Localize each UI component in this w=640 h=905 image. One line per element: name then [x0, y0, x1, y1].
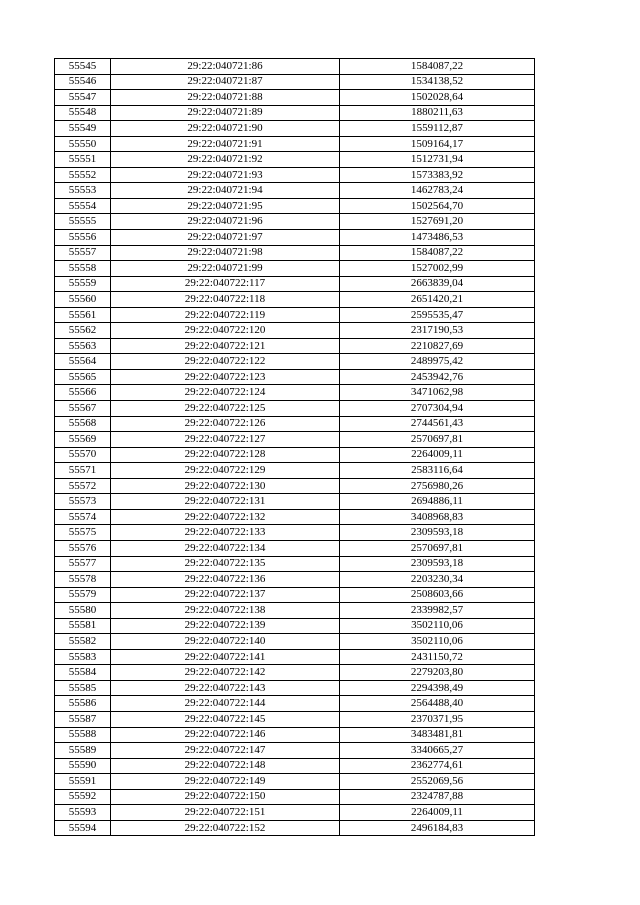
cadastral-value-cell: 2583116,64 — [340, 463, 535, 479]
row-number-cell: 55571 — [55, 463, 111, 479]
cadastral-value-cell: 2370371,95 — [340, 711, 535, 727]
cadastral-number-cell: 29:22:040721:87 — [111, 74, 340, 90]
cadastral-number-cell: 29:22:040722:151 — [111, 805, 340, 821]
table-row — [55, 230, 535, 246]
table-row — [55, 354, 535, 370]
cadastral-value-cell: 2651420,21 — [340, 292, 535, 308]
cadastral-value-cell: 1527002,99 — [340, 261, 535, 277]
row-number-cell: 55558 — [55, 261, 111, 277]
row-number-cell: 55554 — [55, 198, 111, 214]
table-row — [55, 136, 535, 152]
row-number-cell: 55594 — [55, 820, 111, 836]
row-number-cell: 55581 — [55, 618, 111, 634]
table-row — [55, 494, 535, 510]
cadastral-value-cell: 2431150,72 — [340, 649, 535, 665]
cadastral-number-cell: 29:22:040722:124 — [111, 385, 340, 401]
row-number-cell: 55577 — [55, 556, 111, 572]
cadastral-number-cell: 29:22:040722:119 — [111, 307, 340, 323]
table-row — [55, 447, 535, 463]
row-number-cell: 55549 — [55, 121, 111, 137]
table-row — [55, 634, 535, 650]
cadastral-value-cell: 2317190,53 — [340, 323, 535, 339]
cadastral-value-cell: 2694886,11 — [340, 494, 535, 510]
cadastral-value-cell: 1527691,20 — [340, 214, 535, 230]
row-number-cell: 55563 — [55, 338, 111, 354]
cadastral-number-cell: 29:22:040721:86 — [111, 59, 340, 75]
cadastral-number-cell: 29:22:040722:127 — [111, 432, 340, 448]
row-number-cell: 55587 — [55, 711, 111, 727]
table-row — [55, 525, 535, 541]
row-number-cell: 55570 — [55, 447, 111, 463]
row-number-cell: 55591 — [55, 774, 111, 790]
cadastral-number-cell: 29:22:040722:145 — [111, 711, 340, 727]
cadastral-number-cell: 29:22:040722:146 — [111, 727, 340, 743]
cadastral-number-cell: 29:22:040722:140 — [111, 634, 340, 650]
cadastral-number-cell: 29:22:040722:138 — [111, 603, 340, 619]
row-number-cell: 55565 — [55, 369, 111, 385]
row-number-cell: 55578 — [55, 572, 111, 588]
row-number-cell: 55573 — [55, 494, 111, 510]
table-row — [55, 478, 535, 494]
cadastral-value-cell: 2264009,11 — [340, 447, 535, 463]
cadastral-value-cell: 2453942,76 — [340, 369, 535, 385]
table-row — [55, 540, 535, 556]
cadastral-number-cell: 29:22:040721:89 — [111, 105, 340, 121]
table-row — [55, 183, 535, 199]
table-row — [55, 292, 535, 308]
cadastral-value-cell: 2309593,18 — [340, 556, 535, 572]
cadastral-number-cell: 29:22:040721:95 — [111, 198, 340, 214]
cadastral-value-cell: 2496184,83 — [340, 820, 535, 836]
table-row — [55, 509, 535, 525]
row-number-cell: 55561 — [55, 307, 111, 323]
row-number-cell: 55559 — [55, 276, 111, 292]
table-row — [55, 369, 535, 385]
row-number-cell: 55553 — [55, 183, 111, 199]
table-row — [55, 214, 535, 230]
cadastral-number-cell: 29:22:040722:131 — [111, 494, 340, 510]
table-row — [55, 90, 535, 106]
row-number-cell: 55550 — [55, 136, 111, 152]
cadastral-value-cell: 1559112,87 — [340, 121, 535, 137]
cadastral-value-cell: 2294398,49 — [340, 680, 535, 696]
cadastral-number-cell: 29:22:040722:134 — [111, 540, 340, 556]
cadastral-value-cell: 3471062,98 — [340, 385, 535, 401]
table-row — [55, 587, 535, 603]
row-number-cell: 55560 — [55, 292, 111, 308]
cadastral-value-cell: 2508603,66 — [340, 587, 535, 603]
row-number-cell: 55564 — [55, 354, 111, 370]
cadastral-value-cell: 1509164,17 — [340, 136, 535, 152]
table-row — [55, 323, 535, 339]
row-number-cell: 55585 — [55, 680, 111, 696]
cadastral-value-cell: 2570697,81 — [340, 432, 535, 448]
cadastral-value-cell: 2707304,94 — [340, 401, 535, 417]
cadastral-number-cell: 29:22:040722:123 — [111, 369, 340, 385]
cadastral-number-cell: 29:22:040721:96 — [111, 214, 340, 230]
table-row — [55, 245, 535, 261]
row-number-cell: 55582 — [55, 634, 111, 650]
cadastral-value-cell: 2552069,56 — [340, 774, 535, 790]
cadastral-value-cell: 2663839,04 — [340, 276, 535, 292]
cadastral-value-cell: 1502028,64 — [340, 90, 535, 106]
table-row — [55, 680, 535, 696]
cadastral-value-cell: 1462783,24 — [340, 183, 535, 199]
cadastral-value-cell: 2279203,80 — [340, 665, 535, 681]
table-row — [55, 152, 535, 168]
row-number-cell: 55566 — [55, 385, 111, 401]
cadastral-value-cell: 2264009,11 — [340, 805, 535, 821]
cadastral-number-cell: 29:22:040722:141 — [111, 649, 340, 665]
row-number-cell: 55546 — [55, 74, 111, 90]
row-number-cell: 55555 — [55, 214, 111, 230]
row-number-cell: 55556 — [55, 230, 111, 246]
table-row — [55, 59, 535, 75]
cadastral-value-cell: 1512731,94 — [340, 152, 535, 168]
cadastral-value-cell: 2756980,26 — [340, 478, 535, 494]
cadastral-number-cell: 29:22:040722:117 — [111, 276, 340, 292]
cadastral-value-table — [54, 58, 535, 836]
table-row — [55, 603, 535, 619]
cadastral-number-cell: 29:22:040722:120 — [111, 323, 340, 339]
table-row — [55, 105, 535, 121]
cadastral-number-cell: 29:22:040721:90 — [111, 121, 340, 137]
cadastral-value-cell: 3502110,06 — [340, 634, 535, 650]
cadastral-number-cell: 29:22:040721:99 — [111, 261, 340, 277]
cadastral-value-cell: 1473486,53 — [340, 230, 535, 246]
table-row — [55, 121, 535, 137]
row-number-cell: 55590 — [55, 758, 111, 774]
table-row — [55, 727, 535, 743]
cadastral-number-cell: 29:22:040722:143 — [111, 680, 340, 696]
cadastral-number-cell: 29:22:040722:130 — [111, 478, 340, 494]
row-number-cell: 55583 — [55, 649, 111, 665]
table-row — [55, 338, 535, 354]
table-row — [55, 572, 535, 588]
row-number-cell: 55547 — [55, 90, 111, 106]
cadastral-number-cell: 29:22:040722:118 — [111, 292, 340, 308]
row-number-cell: 55569 — [55, 432, 111, 448]
cadastral-number-cell: 29:22:040722:129 — [111, 463, 340, 479]
row-number-cell: 55580 — [55, 603, 111, 619]
cadastral-number-cell: 29:22:040721:94 — [111, 183, 340, 199]
cadastral-value-cell: 2570697,81 — [340, 540, 535, 556]
row-number-cell: 55552 — [55, 167, 111, 183]
cadastral-number-cell: 29:22:040722:128 — [111, 447, 340, 463]
table-row — [55, 463, 535, 479]
row-number-cell: 55562 — [55, 323, 111, 339]
table-row — [55, 401, 535, 417]
cadastral-value-cell: 3340665,27 — [340, 743, 535, 759]
cadastral-number-cell: 29:22:040721:98 — [111, 245, 340, 261]
cadastral-number-cell: 29:22:040722:148 — [111, 758, 340, 774]
cadastral-value-cell: 2489975,42 — [340, 354, 535, 370]
cadastral-number-cell: 29:22:040722:132 — [111, 509, 340, 525]
cadastral-number-cell: 29:22:040722:149 — [111, 774, 340, 790]
table-row — [55, 711, 535, 727]
cadastral-value-cell: 2309593,18 — [340, 525, 535, 541]
table-row — [55, 618, 535, 634]
table-row — [55, 696, 535, 712]
row-number-cell: 55588 — [55, 727, 111, 743]
row-number-cell: 55567 — [55, 401, 111, 417]
table-row — [55, 789, 535, 805]
table-row — [55, 416, 535, 432]
cadastral-value-cell: 1573383,92 — [340, 167, 535, 183]
table-row — [55, 805, 535, 821]
table-row — [55, 432, 535, 448]
cadastral-value-cell: 1584087,22 — [340, 59, 535, 75]
cadastral-number-cell: 29:22:040722:136 — [111, 572, 340, 588]
row-number-cell: 55593 — [55, 805, 111, 821]
cadastral-value-cell: 1534138,52 — [340, 74, 535, 90]
row-number-cell: 55586 — [55, 696, 111, 712]
row-number-cell: 55545 — [55, 59, 111, 75]
cadastral-value-cell: 2210827,69 — [340, 338, 535, 354]
row-number-cell: 55575 — [55, 525, 111, 541]
table-row — [55, 74, 535, 90]
cadastral-number-cell: 29:22:040722:133 — [111, 525, 340, 541]
table-row — [55, 665, 535, 681]
row-number-cell: 55576 — [55, 540, 111, 556]
cadastral-number-cell: 29:22:040722:144 — [111, 696, 340, 712]
table-row — [55, 758, 535, 774]
table-row — [55, 774, 535, 790]
cadastral-value-cell: 3502110,06 — [340, 618, 535, 634]
cadastral-value-cell: 2595535,47 — [340, 307, 535, 323]
table-body — [55, 59, 535, 836]
cadastral-value-cell: 2362774,61 — [340, 758, 535, 774]
table-row — [55, 307, 535, 323]
table-row — [55, 649, 535, 665]
cadastral-value-cell: 3483481,81 — [340, 727, 535, 743]
row-number-cell: 55579 — [55, 587, 111, 603]
cadastral-number-cell: 29:22:040721:97 — [111, 230, 340, 246]
cadastral-value-cell: 1880211,63 — [340, 105, 535, 121]
row-number-cell: 55589 — [55, 743, 111, 759]
row-number-cell: 55551 — [55, 152, 111, 168]
cadastral-value-cell: 3408968,83 — [340, 509, 535, 525]
cadastral-number-cell: 29:22:040722:122 — [111, 354, 340, 370]
row-number-cell: 55592 — [55, 789, 111, 805]
cadastral-number-cell: 29:22:040722:139 — [111, 618, 340, 634]
cadastral-value-cell: 2324787,88 — [340, 789, 535, 805]
row-number-cell: 55574 — [55, 509, 111, 525]
table-row — [55, 743, 535, 759]
table-row — [55, 820, 535, 836]
table-row — [55, 385, 535, 401]
row-number-cell: 55584 — [55, 665, 111, 681]
cadastral-number-cell: 29:22:040722:126 — [111, 416, 340, 432]
cadastral-value-cell: 1502564,70 — [340, 198, 535, 214]
cadastral-number-cell: 29:22:040722:142 — [111, 665, 340, 681]
cadastral-value-cell: 2744561,43 — [340, 416, 535, 432]
cadastral-number-cell: 29:22:040721:93 — [111, 167, 340, 183]
cadastral-value-cell: 1584087,22 — [340, 245, 535, 261]
table-row — [55, 261, 535, 277]
cadastral-number-cell: 29:22:040722:150 — [111, 789, 340, 805]
row-number-cell: 55568 — [55, 416, 111, 432]
cadastral-value-cell: 2203230,34 — [340, 572, 535, 588]
cadastral-value-cell: 2564488,40 — [340, 696, 535, 712]
cadastral-number-cell: 29:22:040721:91 — [111, 136, 340, 152]
cadastral-number-cell: 29:22:040722:147 — [111, 743, 340, 759]
row-number-cell: 55557 — [55, 245, 111, 261]
table-row — [55, 276, 535, 292]
table-row — [55, 556, 535, 572]
cadastral-number-cell: 29:22:040721:92 — [111, 152, 340, 168]
cadastral-value-cell: 2339982,57 — [340, 603, 535, 619]
row-number-cell: 55548 — [55, 105, 111, 121]
cadastral-number-cell: 29:22:040722:121 — [111, 338, 340, 354]
table-row — [55, 198, 535, 214]
row-number-cell: 55572 — [55, 478, 111, 494]
table-row — [55, 167, 535, 183]
cadastral-number-cell: 29:22:040722:125 — [111, 401, 340, 417]
cadastral-number-cell: 29:22:040722:135 — [111, 556, 340, 572]
cadastral-number-cell: 29:22:040722:152 — [111, 820, 340, 836]
cadastral-number-cell: 29:22:040722:137 — [111, 587, 340, 603]
cadastral-number-cell: 29:22:040721:88 — [111, 90, 340, 106]
